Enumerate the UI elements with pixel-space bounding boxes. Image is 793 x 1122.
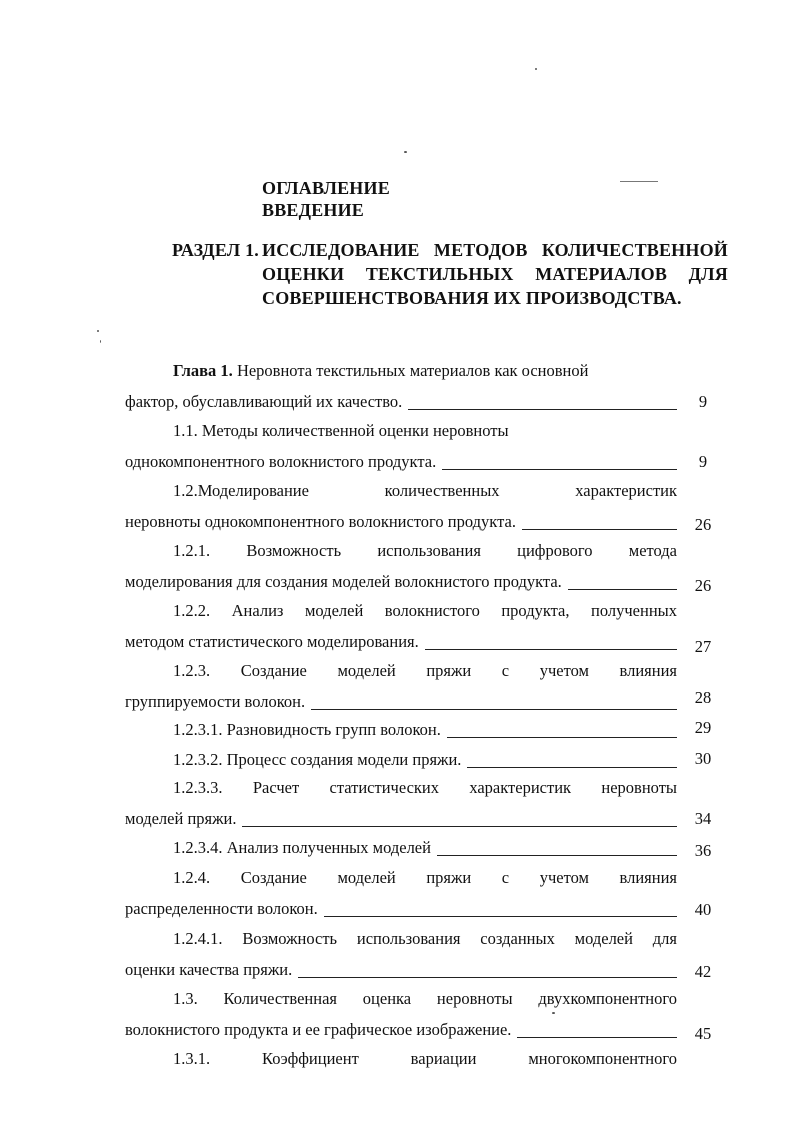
page-number: 9 (698, 392, 708, 411)
toc-entry-1-1[interactable] (125, 415, 677, 477)
toc-entry-chapter-1[interactable] (125, 355, 677, 417)
entry-line-1: 1.3. Количественная оценка неровноты двухкомпонентного (173, 989, 677, 1008)
intro-title: ВВЕДЕНИЕ (262, 200, 365, 220)
page-number: 29 (694, 718, 712, 737)
leader-line (447, 737, 677, 738)
entry-line-1: 1.2.Моделирование количественных характеристик (173, 481, 677, 500)
page-number: 30 (694, 749, 712, 768)
leader-line (324, 915, 677, 917)
entry-line-2: моделей пряжи. (125, 809, 237, 828)
leader-line (425, 648, 677, 650)
scan-speck (552, 1012, 555, 1014)
section-title-line-2: ОЦЕНКИ ТЕКСТИЛЬНЫХ МАТЕРИАЛОВ ДЛЯ (262, 264, 728, 284)
toc-entry-1-3-1[interactable] (125, 1043, 677, 1074)
page-number: 40 (694, 900, 712, 919)
scan-speck (100, 340, 101, 343)
entry-line-1: 1.2.4. Создание моделей пряжи с учетом влияния (173, 868, 677, 887)
leader-line (517, 1036, 677, 1038)
toc-entry-1-2-3[interactable] (125, 655, 677, 717)
scan-speck (620, 181, 658, 182)
page-number: 27 (694, 637, 712, 656)
leader-line (522, 528, 677, 530)
leader-line (298, 976, 677, 978)
toc-entry-1-3[interactable] (125, 983, 677, 1045)
toc-entry-1-2-2[interactable] (125, 595, 677, 657)
entry-line-2: неровноты однокомпонентного волокнистого продукта. (125, 512, 516, 531)
toc-entry-1-2[interactable] (125, 475, 677, 537)
toc-entry-1-2-3-2[interactable] (125, 744, 677, 775)
section-heading (172, 238, 728, 310)
scan-speck (535, 68, 537, 70)
entry-line-2: распределенности волокон. (125, 899, 318, 918)
entry-line-1: 1.2.3.2. Процесс создания модели пряжи. (173, 750, 462, 769)
page-number: 45 (694, 1024, 712, 1043)
chapter-label: Глава 1. (173, 361, 233, 380)
entry-line-2: моделирования для создания моделей волокнистого продукта. (125, 572, 562, 591)
scan-speck (97, 330, 99, 332)
entry-line-2: методом статистического моделирования. (125, 632, 419, 651)
leader-line (242, 825, 677, 827)
leader-line (467, 767, 677, 768)
page-number: 28 (694, 688, 712, 707)
entry-line-2: однокомпонентного волокнистого продукта. (125, 452, 437, 471)
toc-entry-1-2-3-4[interactable] (125, 832, 677, 863)
toc-title: ОГЛАВЛЕНИЕ (262, 178, 390, 198)
toc-entry-1-2-4[interactable] (125, 862, 677, 924)
entry-line-1: 1.2.4.1. Возможность использования созданных моделей для (173, 929, 677, 948)
scan-speck (404, 151, 407, 153)
toc-entry-1-2-4-1[interactable] (125, 923, 677, 985)
entry-line-2: оценки качества пряжи. (125, 960, 293, 979)
leader-line (311, 708, 677, 710)
leader-line (437, 855, 677, 856)
section-label: РАЗДЕЛ 1. (172, 240, 260, 260)
page-number: 36 (694, 841, 712, 860)
entry-line-1: 1.3.1. Коэффициент вариации многокомпонентного (173, 1049, 677, 1068)
page-number: 26 (694, 576, 712, 595)
entry-line-1: 1.2.1. Возможность использования цифрового метода (173, 541, 677, 560)
entry-line-2: фактор, обуславливающий их качество. (125, 392, 403, 411)
entry-line-1: 1.2.3.3. Расчет статистических характеристик неровноты (173, 778, 677, 797)
entry-line-1: 1.2.3. Создание моделей пряжи с учетом влияния (173, 661, 677, 680)
entry-line-2: группируемости волокон. (125, 692, 306, 711)
leader-line (408, 408, 677, 410)
entry-line-1: 1.2.3.4. Анализ полученных моделей (173, 838, 431, 857)
toc-entry-1-2-1[interactable] (125, 535, 677, 597)
toc-entry-1-2-3-3[interactable] (125, 772, 677, 834)
page-number: 34 (694, 809, 712, 828)
section-title-line-1: ИССЛЕДОВАНИЕ МЕТОДОВ КОЛИЧЕСТВЕННОЙ (262, 240, 728, 260)
leader-line (568, 588, 677, 590)
entry-line-1: 1.1. Методы количественной оценки неровноты (173, 421, 509, 440)
page-number: 26 (694, 515, 712, 534)
entry-line-2: волокнистого продукта и ее графическое изображение. (125, 1020, 512, 1039)
entry-line-1: Неровнота текстильных материалов как основной (232, 361, 589, 380)
page-number: 9 (698, 452, 708, 471)
entry-line-1: 1.2.2. Анализ моделей волокнистого продукта, полученных (173, 601, 677, 620)
toc-entry-1-2-3-1[interactable] (125, 714, 677, 745)
page-number: 42 (694, 962, 712, 981)
section-title-line-3: СОВЕРШЕНСТВОВАНИЯ ИХ ПРОИЗВОДСТВА. (262, 288, 682, 308)
leader-line (442, 468, 677, 470)
entry-line-1: 1.2.3.1. Разновидность групп волокон. (173, 720, 441, 739)
